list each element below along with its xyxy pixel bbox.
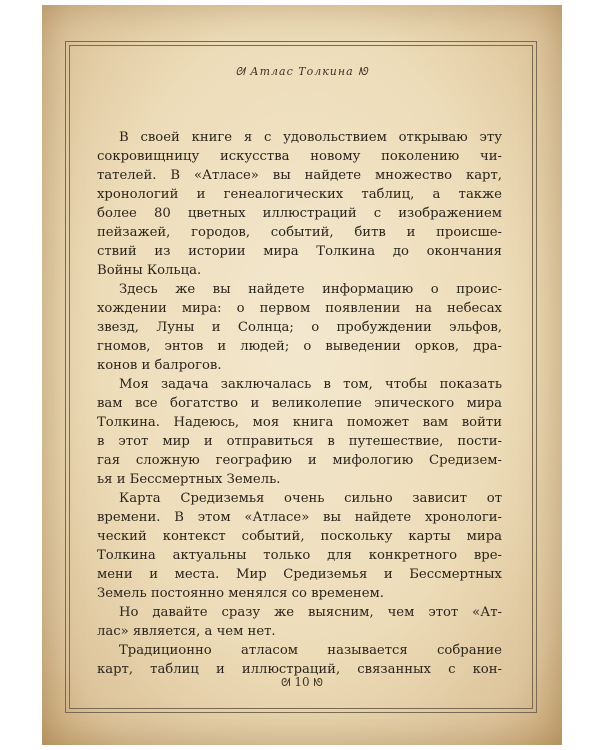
text-line: времени. В этом «Атласе» вы найдете хронологи- <box>97 510 502 525</box>
text-line: карт, таблиц и иллюстраций, связанных с кон- <box>97 662 502 677</box>
page-number: 10 <box>294 675 310 689</box>
text-line: Традиционно атласом называется собрание <box>119 643 502 658</box>
text-line: более 80 цветных иллюстраций с изображением <box>97 206 502 221</box>
running-header <box>42 65 562 79</box>
text-line: звезд, Луны и Солнца; о пробуждении эльфов, <box>97 320 502 335</box>
text-line: Толкина актуальны только для конкретного вре- <box>97 548 502 563</box>
text-line: гая сложную географию и мифологию Средизем- <box>97 453 502 468</box>
text-line: гномов, энтов и людей; о выведении орков, дра- <box>97 339 502 354</box>
text-line: ческий контекст событий, поскольку карты мира <box>97 529 502 544</box>
body-text <box>97 128 502 679</box>
text-line: хождении мира: о первом появлении на небесах <box>97 301 502 316</box>
text-line: сокровищницу искусства новому поколению чи- <box>97 149 502 164</box>
text-line: ствий из истории мира Толкина до окончания <box>97 244 502 259</box>
flourish-right-icon: ᘚ <box>313 675 323 689</box>
text-line: пейзажей, городов, событий, битв и происше- <box>97 225 502 240</box>
text-line: Моя задача заключалась в том, чтобы показать <box>119 377 502 392</box>
text-line: мени и места. Мир Средиземья и Бессмертных <box>97 567 502 582</box>
text-line: лас» является, а чем нет. <box>97 624 276 639</box>
book-page <box>42 5 562 745</box>
text-line: вам все богатство и великолепие эпического мира <box>97 396 502 411</box>
text-line: Но давайте сразу же выясним, чем этот «Ат- <box>119 605 502 620</box>
text-line: Карта Средиземья очень сильно зависит от <box>119 491 502 506</box>
text-line: ья и Бессмертных Земель. <box>97 472 281 487</box>
text-line: Войны Кольца. <box>97 263 202 278</box>
page-footer <box>42 675 562 690</box>
flourish-left-icon: ᘛ <box>281 675 291 689</box>
flourish-right-icon: ᘚ <box>358 65 369 78</box>
running-header-title: Атлас Толкина <box>250 65 354 78</box>
text-line: Толкина. Надеюсь, моя книга поможет вам войти <box>97 415 502 430</box>
flourish-left-icon: ᘛ <box>235 65 246 78</box>
text-line: конов и балрогов. <box>97 358 222 373</box>
text-line: Здесь же вы найдете информацию о проис- <box>119 282 502 297</box>
text-line: В своей книге я с удовольствием открываю эту <box>119 130 502 145</box>
text-line: Земель постоянно менялся со временем. <box>97 586 384 601</box>
text-line: тателей. В «Атласе» вы найдете множество карт, <box>97 168 502 183</box>
text-line: в этот мир и отправиться в путешествие, пости- <box>97 434 502 449</box>
text-line: хронологий и генеалогических таблиц, а также <box>97 187 502 202</box>
